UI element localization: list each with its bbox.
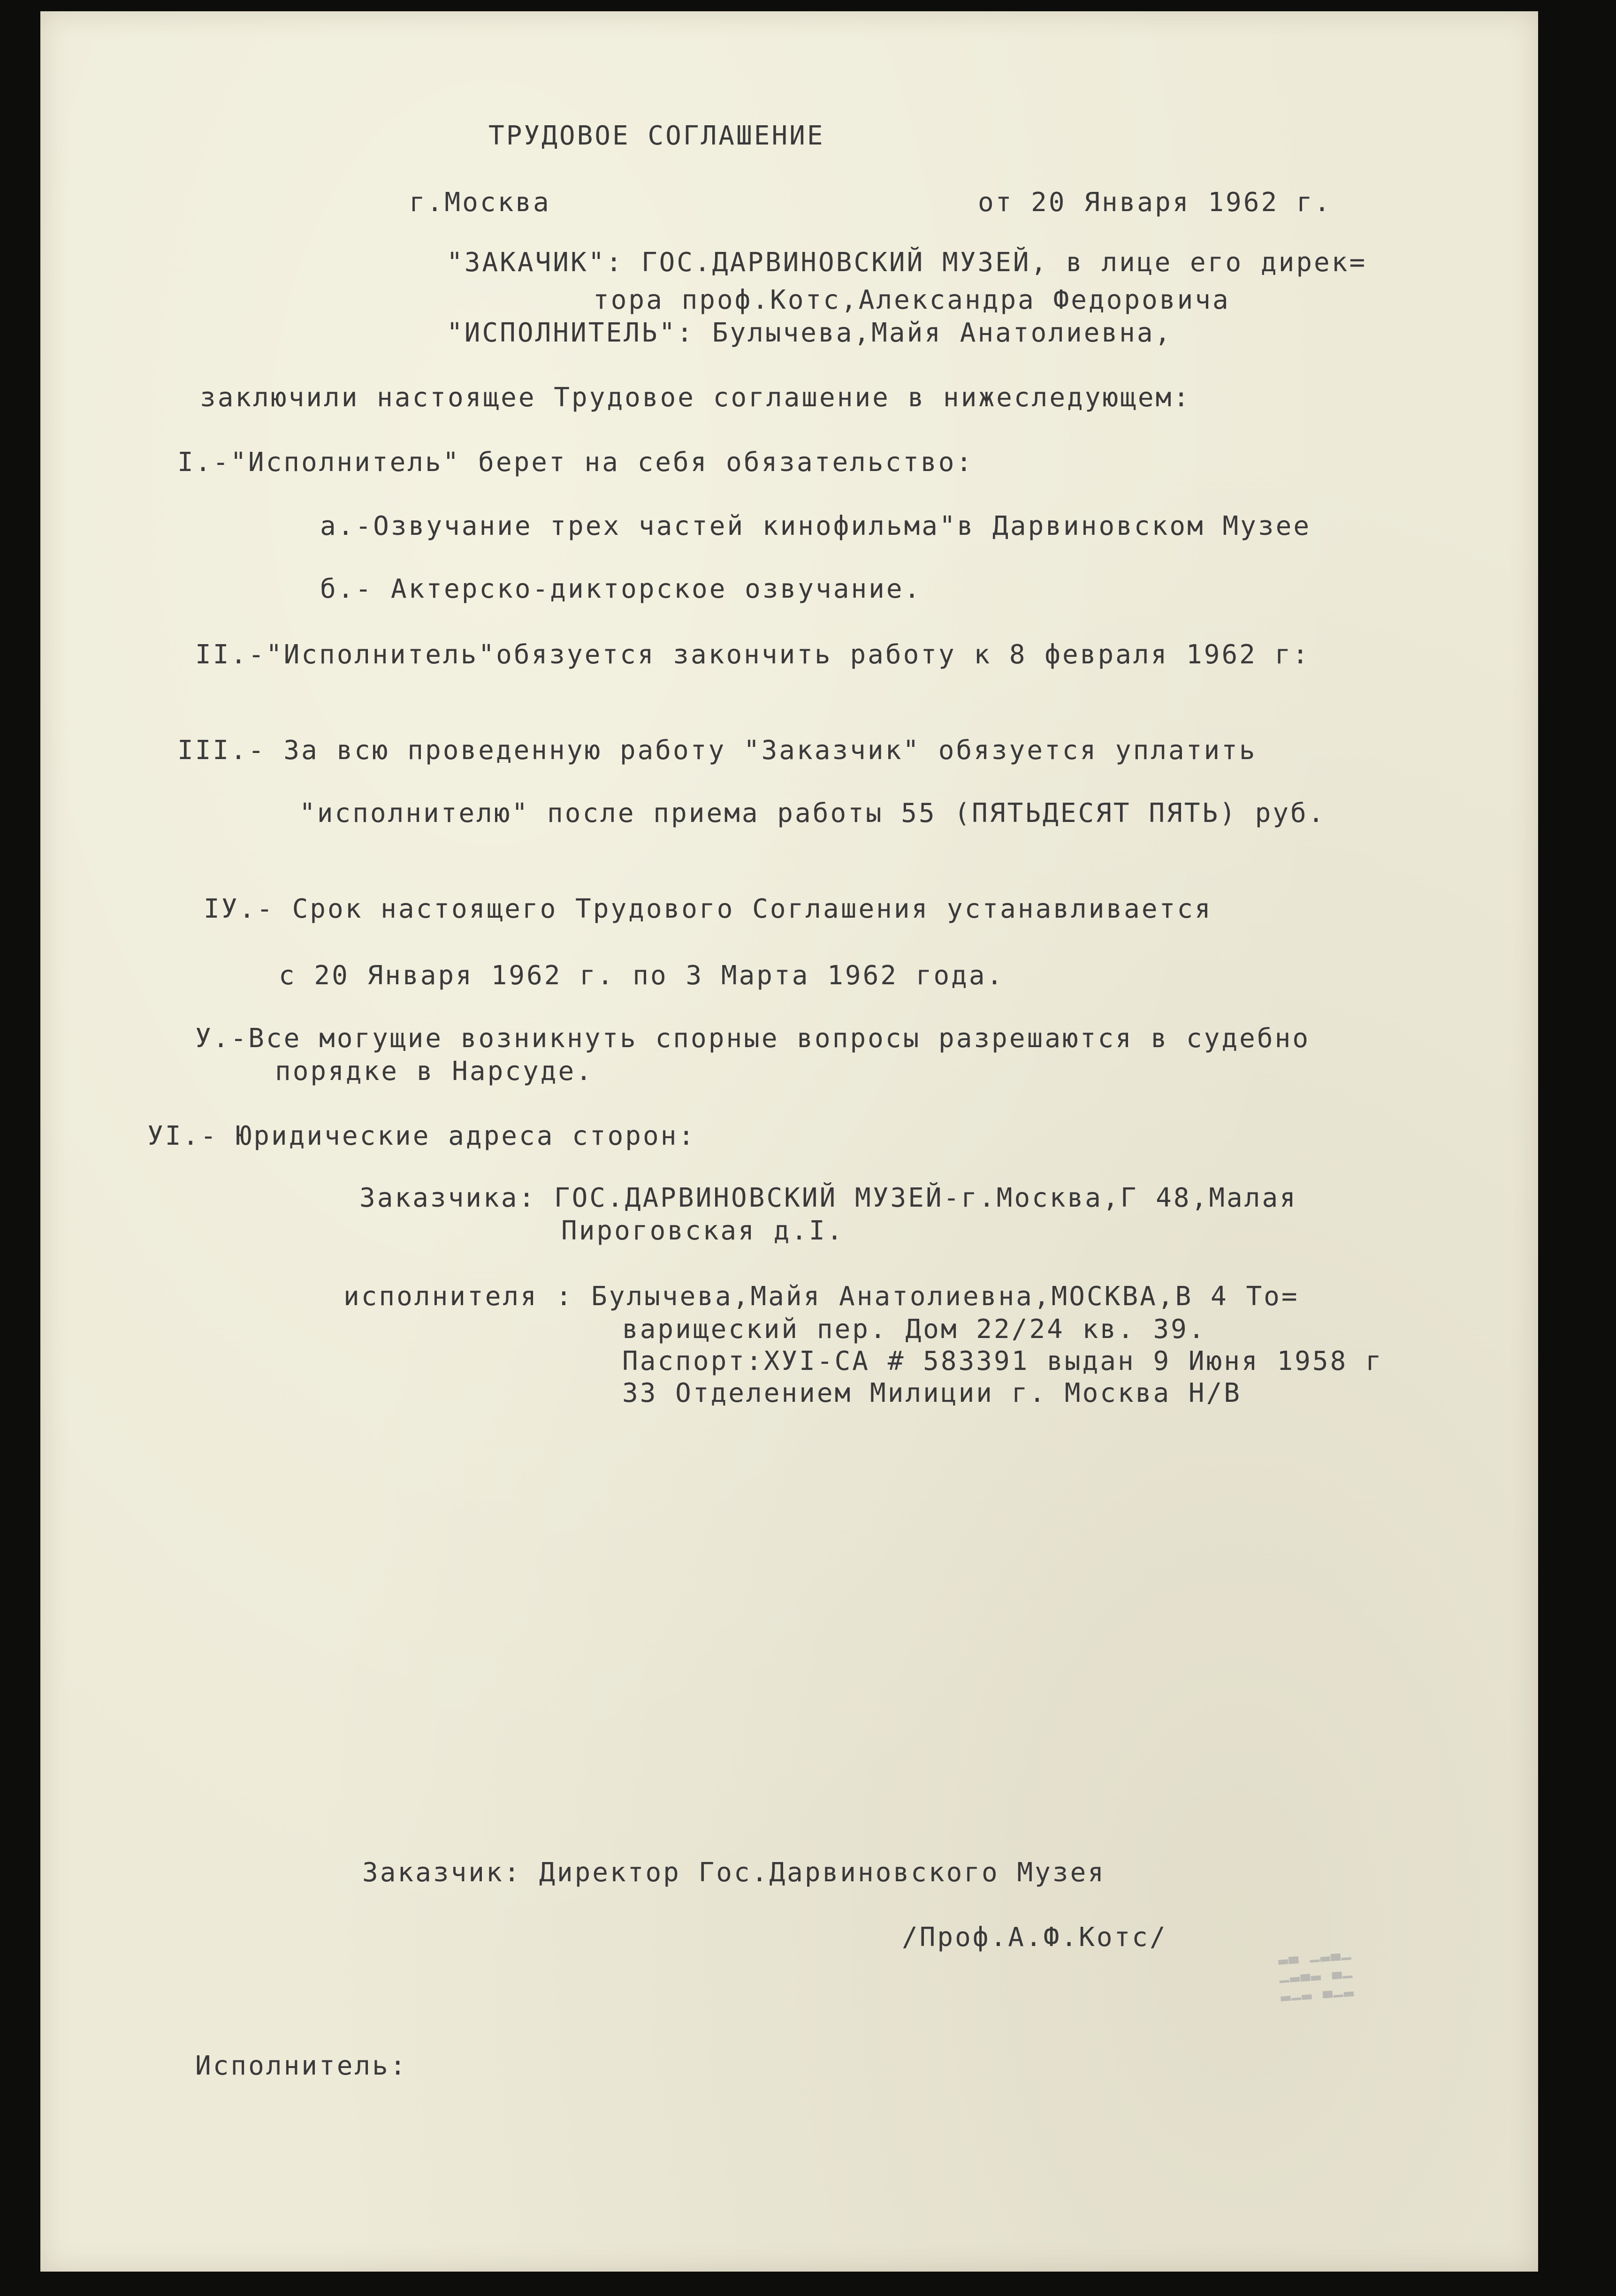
clause-5-line-1: У.-Все могущие возникнуть спорные вопросы разрешаются в судебно <box>195 1023 1311 1054</box>
signature-customer-name: /Проф.А.Ф.Котс/ <box>902 1922 1167 1953</box>
clause-4-line-1: IУ.- Срок настоящего Трудового Соглашения устанавливается <box>204 894 1212 924</box>
address-contractor-line-1: исполнителя : Булычева,Майя Анатолиевна,МОСКВА,В 4 То= <box>343 1281 1299 1312</box>
address-contractor-line-3: Паспорт:XУI-СА # 583391 выдан 9 Июня 1958 г <box>622 1346 1383 1376</box>
document-page <box>40 11 1538 2272</box>
address-customer-line-2: Пироговская д.I. <box>561 1216 845 1246</box>
address-customer-line-1: Заказчика: ГОС.ДАРВИНОВСКИЙ МУЗЕЙ-г.Москва,Г 48,Малая <box>359 1183 1297 1213</box>
doc-title: ТРУДОВОЕ СОГЛАШЕНИЕ <box>488 121 825 151</box>
clause-3-line-1: III.- За всю проведенную работу "Заказчик" обязуется уплатить <box>177 735 1257 766</box>
clause-5-line-2: порядке в Нарсуде. <box>275 1056 594 1087</box>
clause-1-a: а.-Озвучание трех частей кинофильма"в Дарвиновском Музее <box>320 511 1311 541</box>
doc-city: г.Москва <box>409 187 551 218</box>
party-customer: "ЗАКАЧИК": ГОС.ДАРВИНОВСКИЙ МУЗЕЙ, в лице его дирек= <box>447 247 1367 278</box>
intro-line: заключили настоящее Трудовое соглашение в нижеследующем: <box>200 382 1191 413</box>
clause-1: I.-"Исполнитель" берет на себя обязательство: <box>177 447 974 478</box>
clause-4-line-2: с 20 Января 1962 г. по 3 Марта 1962 года. <box>279 960 1005 991</box>
doc-date: от 20 Января 1962 г. <box>978 187 1332 218</box>
signature-contractor-line: Исполнитель: <box>195 2051 408 2081</box>
clause-2: II.-"Исполнитель"обязуется закончить работу к 8 февраля 1962 г: <box>195 639 1311 670</box>
pencil-marks: ▂▃ ▁▂▃▁ ▁▂▃▂ ▃▁ ▂▁▂ ▃▁▂ <box>1277 1941 1355 2002</box>
party-customer-cont: тора проф.Котс,Александра Федоровича <box>593 285 1230 315</box>
signature-customer-line: Заказчик: Директор Гос.Дарвиновского Музея <box>362 1857 1106 1888</box>
address-contractor-line-4: 33 Отделением Милиции г. Москва Н/В <box>622 1378 1242 1408</box>
party-contractor: "ИСПОЛНИТЕЛЬ": Булычева,Майя Анатолиевна, <box>447 318 1173 348</box>
clause-3-line-2: "исполнителю" после приема работы 55 (ПЯТЬДЕСЯТ ПЯТЬ) руб. <box>299 798 1326 829</box>
clause-6: УI.- Юридические адреса сторон: <box>147 1121 696 1151</box>
clause-1-b: б.- Актерско-дикторское озвучание. <box>320 574 922 604</box>
address-contractor-line-2: варищеский пер. Дом 22/24 кв. 39. <box>622 1314 1206 1345</box>
